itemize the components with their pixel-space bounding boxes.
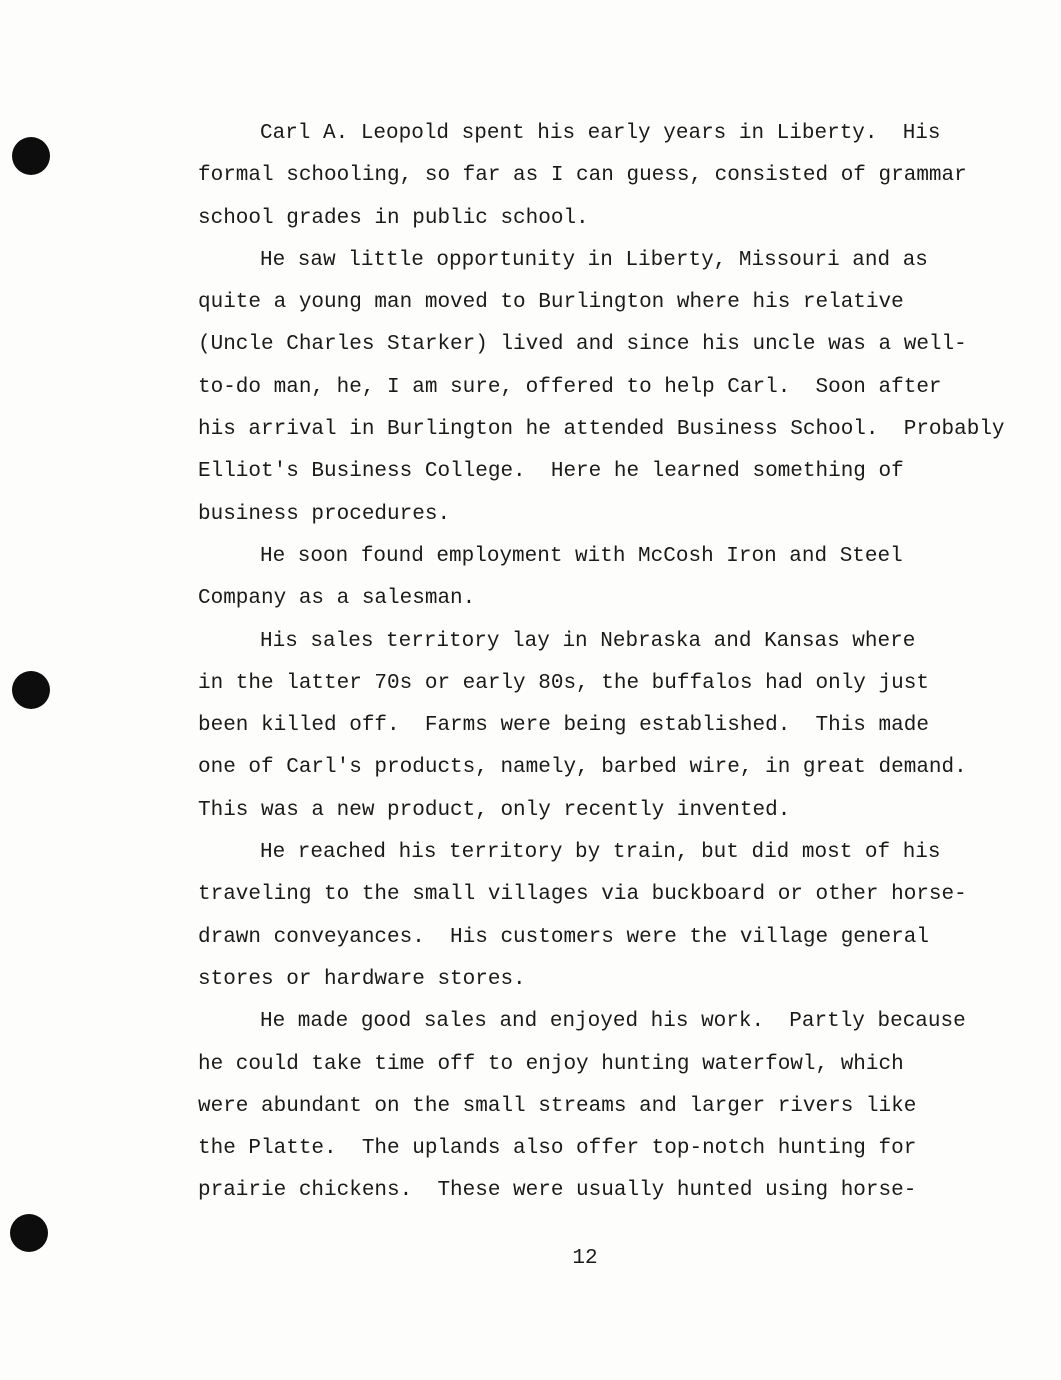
binder-hole-top — [12, 137, 50, 175]
binder-hole-middle — [12, 671, 50, 709]
text-line: one of Carl's products, namely, barbed wire, in great demand. — [198, 756, 967, 780]
text-line: in the latter 70s or early 80s, the buffalos had only just — [198, 671, 929, 695]
text-line: school grades in public school. — [198, 206, 589, 230]
text-line: drawn conveyances. His customers were the village general — [198, 925, 929, 949]
text-line: he could take time off to enjoy hunting waterfowl, which — [198, 1052, 904, 1076]
text-line: He reached his territory by train, but did most of his — [260, 841, 941, 865]
text-line: Carl A. Leopold spent his early years in Liberty. His — [260, 122, 941, 145]
text-line: He made good sales and enjoyed his work. Partly because — [260, 1010, 966, 1034]
page-number: 12 — [572, 1247, 598, 1270]
text-line: He soon found employment with McCosh Iron and Steel — [260, 544, 903, 568]
text-line: been killed off. Farms were being established. This made — [198, 714, 929, 738]
text-line: His sales territory lay in Nebraska and Kansas where — [260, 629, 916, 653]
text-line: the Platte. The uplands also offer top-notch hunting for — [198, 1137, 917, 1161]
text-line: traveling to the small villages via buckboard or other horse- — [198, 883, 967, 907]
text-line: Company as a salesman. — [198, 587, 476, 611]
body-text — [198, 113, 1028, 1213]
text-line: his arrival in Burlington he attended Business School. Probably — [198, 418, 1005, 442]
text-line: (Uncle Charles Starker) lived and since his uncle was a well- — [198, 333, 967, 357]
text-line: This was a new product, only recently invented. — [198, 798, 791, 822]
text-line: Elliot's Business College. Here he learned something of — [198, 460, 904, 484]
text-line: quite a young man moved to Burlington where his relative — [198, 291, 904, 315]
text-line: prairie chickens. These were usually hunted using horse- — [198, 1179, 917, 1203]
text-line: business procedures. — [198, 502, 451, 526]
text-line: stores or hardware stores. — [198, 967, 526, 991]
text-line: to-do man, he, I am sure, offered to help Carl. Soon after — [198, 375, 942, 399]
text-line: formal schooling, so far as I can guess, consisted of grammar — [198, 164, 967, 188]
text-line: were abundant on the small streams and larger rivers like — [198, 1094, 917, 1118]
text-line: He saw little opportunity in Liberty, Missouri and as — [260, 248, 928, 272]
